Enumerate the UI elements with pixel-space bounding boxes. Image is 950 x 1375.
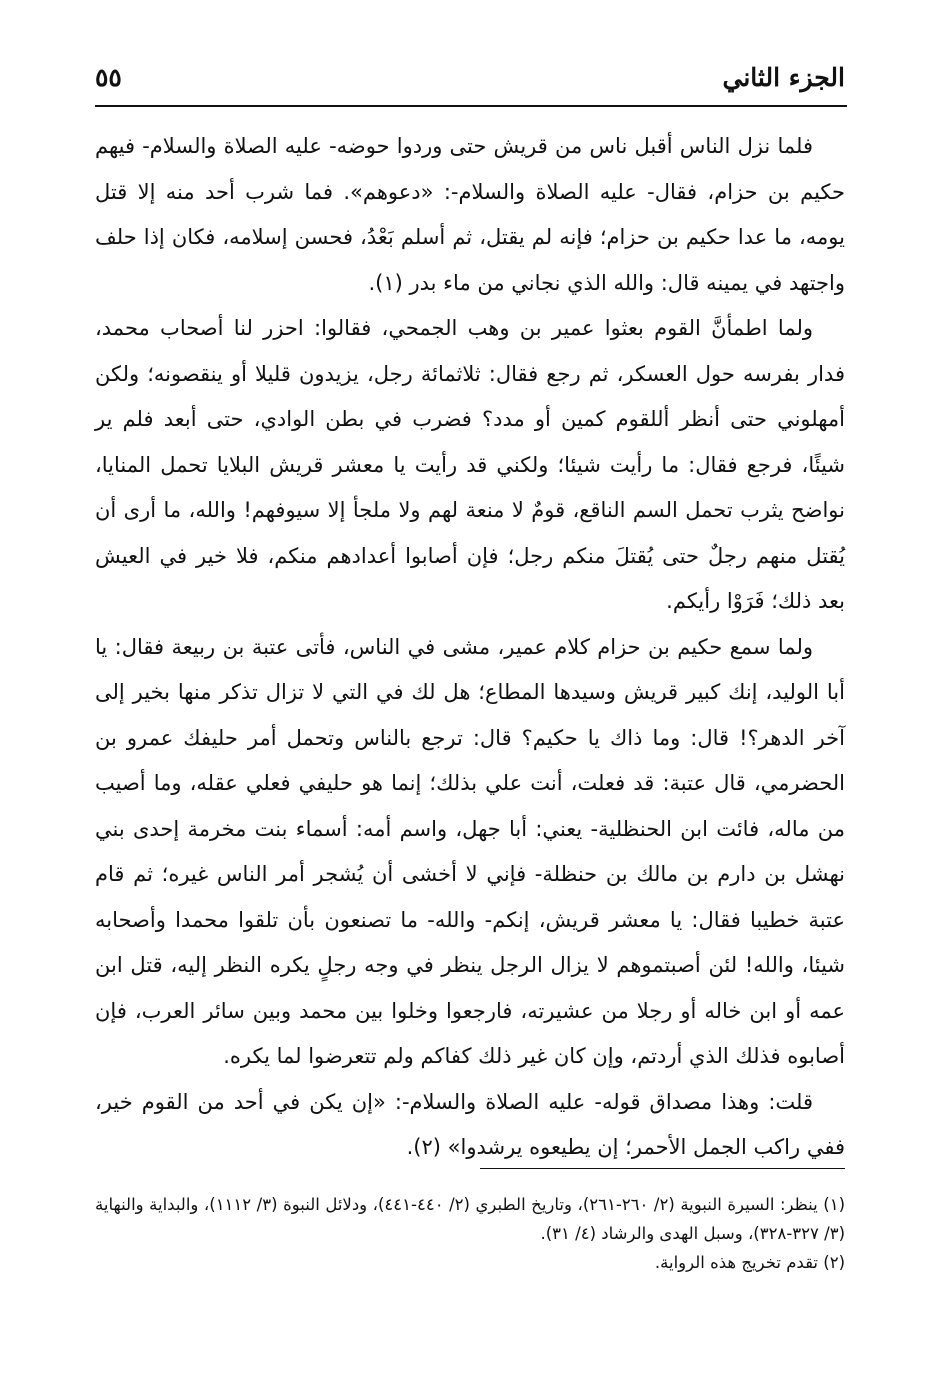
page-number: ٥٥ xyxy=(95,63,122,92)
page-header xyxy=(95,58,845,102)
paragraph: قلت: وهذا مصداق قوله- عليه الصلاة والسلام-: «إن يكن في أحد من القوم خير، ففي راكب الجمل الأحمر؛ إن يطيعوه يرشدوا» (٢). xyxy=(95,1089,845,1159)
footnote: (٢) تقدم تخريج هذه الرواية. xyxy=(654,1253,845,1272)
footnotes xyxy=(95,1190,845,1277)
header-rule xyxy=(95,105,847,107)
paragraph: فلما نزل الناس أقبل ناس من قريش حتى وردوا حوضه- عليه الصلاة والسلام- فيهم حكيم بن حزام، فقال- عليه الصلاة والسلام-: «دعوهم». فما شرب أحد منه إلا قتل يومه، ما عدا حكيم بن حزام؛ فإنه لم يقتل، ثم أسلم بَعْدُ، فحسن إسلامه، فكان إذا حلف واجتهد في يمينه قال: والله الذي نجاني من ماء بدر (١). xyxy=(95,134,845,295)
paragraph: ولما اطمأنَّ القوم بعثوا عمير بن وهب الجمحي، فقالوا: احزر لنا أصحاب محمد، فدار بفرسه حول العسكر، ثم رجع فقال: ثلاثمائة رجل، يزيدون قليلا أو ينقصونه؛ ولكن أمهلوني حتى أنظر أللقوم كمين أو مدد؟ فضرب في بطن الوادي، حتى أبعد فلم ير شيئًا، فرجع فقال: ما رأيت شيئا؛ ولكني قد رأيت يا معشر قريش البلايا تحمل المنايا، نواضح يثرب تحمل السم الناقع، قومٌ لا منعة لهم ولا ملجأ إلا سيوفهم! والله، ما أرى أن يُقتل منهم رجلٌ حتى يُقتلَ منكم رجل؛ فإن أصابوا أعدادهم منكم، فلا خير في العيش بعد ذلك؛ فَرَوْا رأيكم. xyxy=(95,316,845,613)
footnote: (١) ينظر: السيرة النبوية (٢/ ٢٦٠-٢٦١)، وتاريخ الطبري (٢/ ٤٤٠-٤٤١)، ودلائل النبوة (٣/ ١١١٢)، والبداية والنهاية (٣/ ٣٢٧-٣٢٨)، وسبل الهدى والرشاد (٤/ ٣١). xyxy=(95,1195,846,1243)
footnote-separator xyxy=(480,1168,845,1169)
running-title: الجزء الثاني xyxy=(722,63,845,92)
main-text xyxy=(95,124,845,1171)
paragraph: ولما سمع حكيم بن حزام كلام عمير، مشى في الناس، فأتى عتبة بن ربيعة فقال: يا أبا الوليد، إنك كبير قريش وسيدها المطاع؛ هل لك في التي لا تزال تذكر منها بخير إلى آخر الدهر؟! قال: وما ذاك يا حكيم؟ قال: ترجع بالناس وتحمل أمر حليفك عمرو بن الحضرمي، قال عتبة: قد فعلت، أنت علي بذلك؛ إنما هو حليفي فعلي عقله، وما أصيب من ماله، فائت ابن الحنظلية- يعني: أبا جهل، واسم أمه: أسماء بنت مخرمة إحدى بني نهشل بن دارم بن مالك بن حنظلة- فإني لا أخشى أن يُشجر أمر الناس غيره؛ ثم قام عتبة خطيبا فقال: يا معشر قريش، إنكم- والله- ما تصنعون بأن تلقوا محمدا وأصحابه شيئا، والله! لئن أصبتموهم لا يزال الرجل ينظر في وجه رجلٍ يكره النظر إليه، قتل ابن عمه أو ابن خاله أو رجلا من عشيرته، فارجعوا وخلوا بين محمد وبين سائر العرب، فإن أصابوه فذلك الذي أردتم، وإن كان غير ذلك كفاكم ولم تتعرضوا لما يكره. xyxy=(95,634,845,1068)
